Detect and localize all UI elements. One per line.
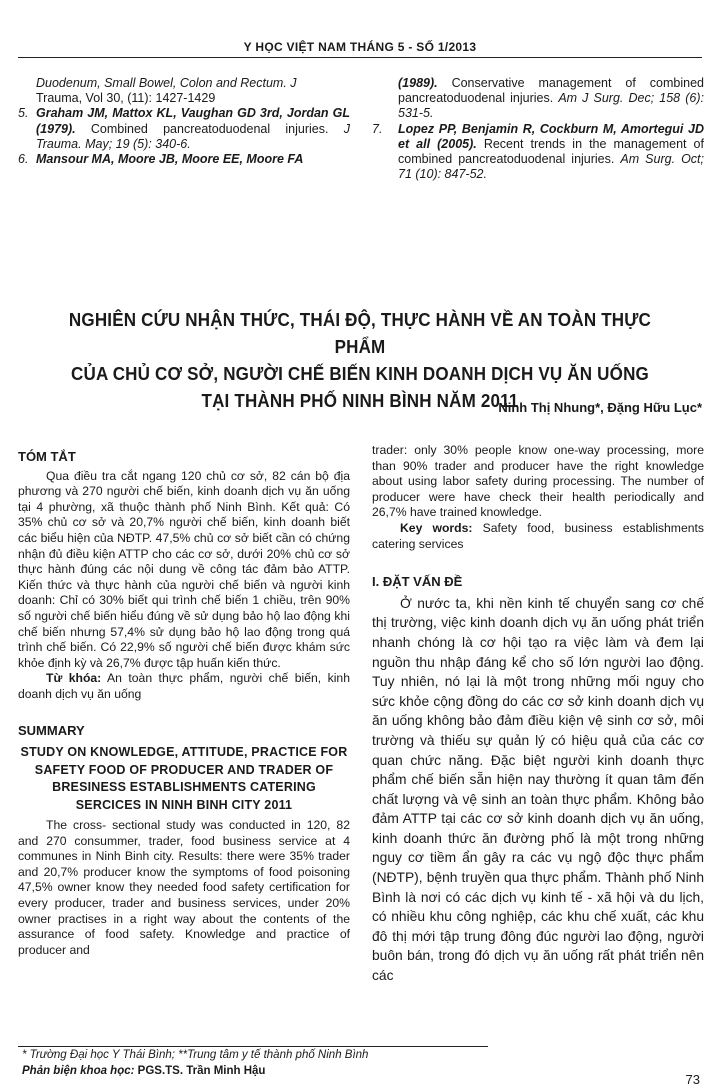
keywords-text: An toàn thực phẩm, người chế biến, kinh doanh dịch vụ ăn uống <box>18 671 350 701</box>
english-keywords <box>372 521 704 552</box>
footnote-divider <box>18 1046 488 1047</box>
reference-year: (1989). <box>398 76 438 90</box>
reference-number: 5. <box>18 106 29 121</box>
reference-title: Combined pancreatoduodenal injuries. <box>75 121 344 136</box>
references-left <box>18 76 350 167</box>
abstract-heading: TÓM TẮT <box>18 449 76 464</box>
summary-continuation: trader: only 30% people know one-way processing, more than 90% trader and producer have the right knowledge about using labor safety during processing. The number of producer were have check their health periodically and 26,7% have trained knowledge. <box>372 443 704 520</box>
keywords <box>18 671 350 702</box>
reference-continuation-line2: Trauma, Vol 30, (11): 1427-1429 <box>36 91 216 106</box>
right-column <box>372 443 704 986</box>
affiliation-footnote: * Trường Đại học Y Thái Bình; **Trung tâm y tế thành phố Ninh Bình <box>22 1049 369 1061</box>
header-divider <box>18 57 702 58</box>
keywords-label: Key words: <box>400 520 473 535</box>
references-right <box>372 76 704 182</box>
abstract-text: Qua điều tra cắt ngang 120 chủ cơ sở, 82 cán bộ địa phương và 270 người chế biến, kinh doanh dịch vụ ăn uống tại 4 phường, xã thuộc thành phố Ninh Bình. Kết quả: Có 35% chủ cơ sở và 20,7% người chế biến, kinh doanh biết các biểu hiện của NĐTP. 47,5% chủ cơ sở biết cần có chứng nhận đủ điều kiện ATTP cho các cơ sở, dưới 20% chủ cơ sở thực hành đúng các nội dung về công tác đảm bảo ATTP. Kiến thức và thực hành của người chế biến và người kinh doanh: Chỉ có 30% biết qui trình chế biến 1 chiều, trên 90% số người chế biến hiểu đúng về sử dụng bảo hộ lao động khi chế biến nhưng 57,4% sử dụng bảo hộ lao động trong quá trình chế biến. Có 22,9% số người chế biến được khám sức khỏe định kỳ và 26,7% được tập huấn kiến thức. <box>18 468 350 670</box>
summary-title: STUDY ON KNOWLEDGE, ATTITUDE, PRACTICE FOR SAFETY FOOD OF PRODUCER AND TRADER OF BRESINESS ESTABLISHMENTS CATERING SERCICES IN NINH BINH CITY 2011 <box>20 745 348 812</box>
article-title <box>66 306 655 414</box>
keywords-text: Safety food, business establishments catering services <box>372 520 704 551</box>
reference-authors: Graham JM, Mattox KL, Vaughan GD 3rd, Jordan GL (1979). <box>36 106 350 136</box>
reference-source: Am Surg. Oct; 71 (10): 847-52. <box>398 152 704 182</box>
reviewer-name: PGS.TS. Trần Minh Hậu <box>134 1065 266 1077</box>
journal-header: Y HỌC VIỆT NAM THÁNG 5 - SỐ 1/2013 <box>243 40 477 54</box>
reference-number: 6. <box>18 152 29 167</box>
reference-source: Am J Surg. Dec; 158 (6): 531-5. <box>398 91 704 121</box>
article-title-line1: NGHIÊN CỨU NHẬN THỨC, THÁI ĐỘ, THỰC HÀNH VỀ AN TOÀN THỰC PHẨM <box>68 309 652 357</box>
page-number: 73 <box>685 1072 700 1087</box>
reference-continuation <box>18 76 350 106</box>
summary-heading: SUMMARY <box>18 722 85 738</box>
reference-authors: Mansour MA, Moore JB, Moore EE, Moore FA <box>36 152 304 167</box>
reference-continuation <box>372 76 704 122</box>
reference-authors: Lopez PP, Benjamin R, Cockburn M, Amortegui JD et all (2005). <box>398 121 704 151</box>
reference-continuation-line1: Duodenum, Small Bowel, Colon and Rectum. J <box>36 76 297 90</box>
section-text: Ở nước ta, khi nền kinh tế chuyển sang cơ chế thị trường, việc kinh doanh dịch vụ ăn uống phát triển nhanh chóng là cơ hội tạo ra việc làm và đem lại nguồn thu nhập đáng kể cho số lớn người lao động. Tuy nhiên, nó lại là một trong những mối nguy cho sức khỏe cộng đồng do các cơ sở kinh doanh dịch vụ ăn uống không bảo đảm điều kiện vệ sinh cơ sở, môi trường và thiếu sự quản lý có hiệu quả của các cơ quan chức năng. Đặc biệt người kinh doanh thực phẩm chế biến sẵn hiện nay thường ít quan tâm đến chất lượng và vệ sinh an toàn thực phẩm. Không bảo đảm ATTP tại các cơ sở kinh doanh dịch vụ ăn uống, kinh doanh thức ăn đường phố là một trong những nguy cơ tiềm ẩn gây ra các vụ ngộ độc thực phẩm (NĐTP), bệnh truyền qua thực phẩm. Thành phố Ninh Bình là nơi có các dịch vụ kinh tế - xã hội và du lịch, có nhiều khu công nghiệp, các khu chế xuất, các khu đô thị mới tập trung đông đúc người lao động, người buôn bán, trong đó dịch vụ ăn uống rất phát triển nên các <box>372 595 704 984</box>
article-title-line3: TẠI THÀNH PHỐ NINH BÌNH NĂM 2011 <box>201 390 519 411</box>
article-authors: Ninh Thị Nhung*, Đặng Hữu Lục* <box>498 400 702 415</box>
reference-number: 7. <box>372 121 383 136</box>
reviewer-note <box>22 1065 265 1077</box>
reference-item-5 <box>18 106 350 152</box>
reference-item-6 <box>18 152 350 167</box>
section-heading: I. ĐẶT VẤN ĐỀ <box>372 574 463 590</box>
reviewer-label: Phản biện khoa học: <box>22 1065 135 1077</box>
keywords-label: Từ khóa: <box>46 671 102 686</box>
reference-title: Conservative management of combined pancreatoduodenal injuries. <box>398 76 704 106</box>
article-title-line2: CỦA CHỦ CƠ SỞ, NGƯỜI CHẾ BIẾN KINH DOANH DỊCH VỤ ĂN UỐNG <box>71 363 649 384</box>
reference-item-7 <box>372 122 704 183</box>
summary-text: The cross- sectional study was conducted in 120, 82 and 270 consummer, trader, food business service at 4 communes in Ninh Binh city. Results: there were 35% trader and 20,7% producer know the symptoms of food poisoning 47,5% owner know they needed food safety certification for every producer, trader and business services, under 20% owner practises in a right way about the contents of the assurance of food safety. Knowledge and practice of producer and <box>18 818 350 957</box>
left-column <box>18 449 350 958</box>
reference-source: J Trauma. May; 19 (5): 340-6. <box>36 121 350 151</box>
reference-title: Recent trends in the management of combined pancreatoduodenal injuries. <box>398 136 704 167</box>
